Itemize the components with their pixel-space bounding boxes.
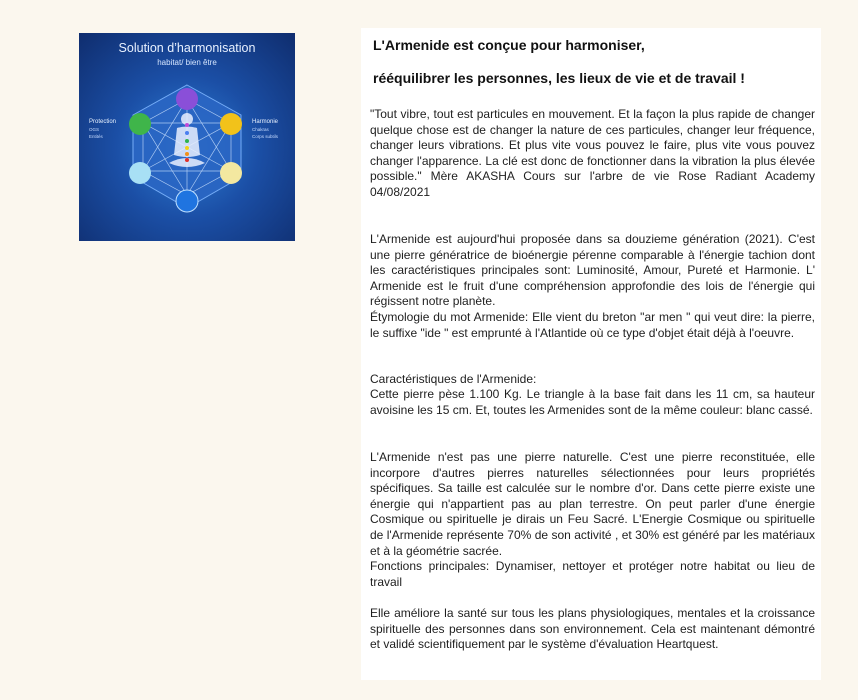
- protection-detail-1: OGS: [89, 127, 100, 132]
- characteristics-paragraph: Cette pierre pèse 1.100 Kg. Le triangle à la base fait dans les 11 cm, sa hauteur avoisine les 15 cm. Et, toutes les Armenides sont de la même couleur: blanc cassé.: [370, 387, 815, 417]
- quote-paragraph: "Tout vibre, tout est particules en mouvement. Et la façon la plus rapide de changer quelque chose est de changer la nature de ces particules, changer leur fréquence, changer leurs vibrations. Et plus vite vous pouvez le faire, plus vite vous pouvez changer l'apparence. La clé est donc de fonctionner dans la vibration la plus élevée possible." Mère AKASHA Cours sur l'arbre de vie Rose Radiant Academy 04/08/2021: [370, 107, 815, 199]
- protection-label-block: [89, 119, 116, 140]
- characteristics-title: Caractéristiques de l'Armenide:: [370, 372, 537, 386]
- intro-paragraph: L'Armenide est aujourd'hui proposée dans sa douzieme génération (2021). C'est une pierre génératrice de bioénergie pérenne comparable à l'énergie tachion dont les caractéristiques principales sont: Luminosité, Amour, Pureté et Harmonie. L' Armenide est le fruit d'une compréhension approfondie des lois de l'énergie qui régissent notre planète.: [370, 232, 815, 309]
- harmonie-detail-2: Corps subtils: [252, 134, 279, 139]
- promo-title: Solution d’harmonisation: [118, 41, 256, 55]
- protection-detail-2: Entités: [89, 134, 103, 139]
- health-paragraph: Elle améliore la santé sur tous les plans physiologiques, mentales et la croissance spirituelle des personnes dans son environnement. Cela est maintenant démontré et validé scientifiquement par le système d'évaluation Heartquest.: [370, 606, 815, 652]
- article-heading-1: L'Armenide est conçue pour harmoniser,: [373, 37, 645, 53]
- functions-paragraph: Fonctions principales: Dynamiser, nettoyer et protéger notre habitat ou lieu de travail: [370, 559, 815, 589]
- etymology-paragraph: Étymologie du mot Armenide: Elle vient du breton "ar men " qui veut dire: la pierre, le suffixe "ide " est emprunté à l'Atlantide où ce type d'objet était déjà à l'oeuvre.: [370, 310, 815, 340]
- article-panel: [361, 28, 821, 680]
- harmonie-label: Harmonie: [252, 119, 279, 125]
- promo-subtitle: habitat/ bien être: [157, 58, 217, 67]
- harmonie-detail-1: Chakras: [252, 127, 269, 132]
- protection-label: Protection: [89, 119, 117, 125]
- article-heading-2: rééquilibrer les personnes, les lieux de vie et de travail !: [373, 70, 745, 86]
- harmonisation-promo-image: [79, 33, 295, 241]
- harmonie-label-block: [252, 119, 278, 140]
- nature-paragraph: L'Armenide n'est pas une pierre naturelle. C'est une pierre reconstituée, elle incorpore d'autres pierres naturelles sélectionnées pour leurs propriétés spécifiques. Sa taille est calculée sur le nombre d'or. Dans cette pierre existe une énergie qui n'appartient pas au plan terrestre. On peut parler d'une énergie Cosmique ou spirituelle je dirais un Feu Sacré. L'Energie Cosmique ou spirituelle de l'Armenide représente 70% de son activité , et 30% est généré par les matériaux et à la géométrie sacrée.: [370, 450, 815, 558]
